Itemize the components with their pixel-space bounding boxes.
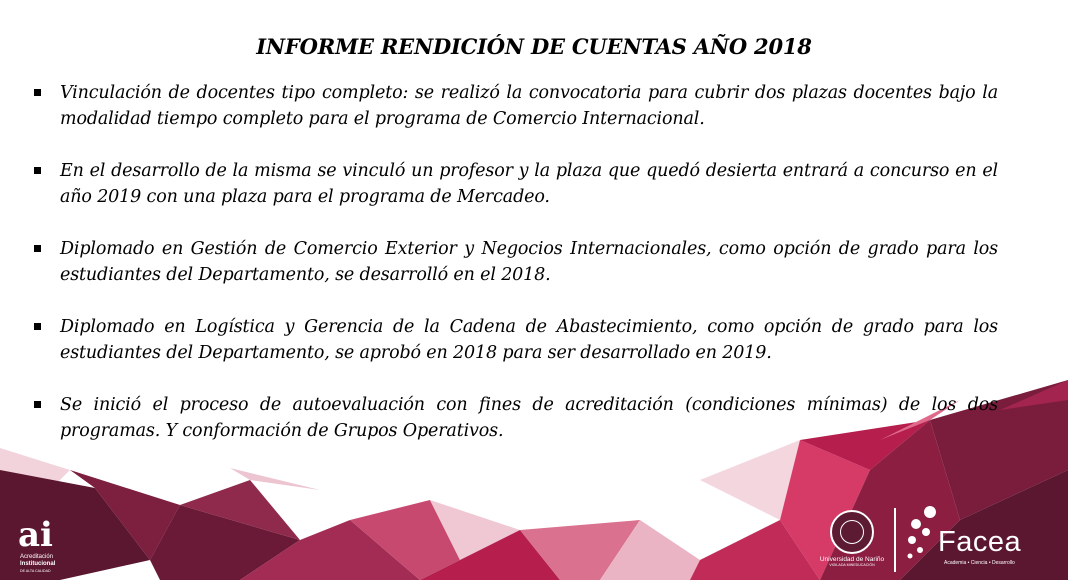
bullet-item <box>34 80 998 132</box>
bullet-item <box>34 236 998 288</box>
logo-divider <box>894 508 896 572</box>
square-bullet-icon <box>34 167 41 174</box>
square-bullet-icon <box>34 245 41 252</box>
bullet-item <box>34 314 998 366</box>
bullet-text: Se inició el proceso de autoevaluación con fines de acreditación (condiciones mínimas) de los dos programas. Y conformación de Grupos Operativos. <box>60 395 998 441</box>
bullet-text: Diplomado en Logística y Gerencia de la Cadena de Abastecimiento, como opción de grado para los estudiantes del Departamento, se aprobó en 2018 para ser desarrollado en 2019. <box>60 317 998 363</box>
bullet-text: Vinculación de docentes tipo completo: se realizó la convocatoria para cubrir dos plazas docentes bajo la modalidad tiempo completo para el programa de Comercio Internacional. <box>60 83 998 129</box>
facea-tagline: Academia • Ciencia • Desarrollo <box>944 560 1015 566</box>
facea-logo <box>904 504 1044 574</box>
university-seal-icon <box>830 510 874 554</box>
university-logo <box>812 510 892 576</box>
bullet-item <box>34 158 998 210</box>
accreditation-logo <box>18 515 74 578</box>
square-bullet-icon <box>34 89 41 96</box>
university-name: Universidad de Nariño <box>819 556 885 563</box>
facea-name: Facea <box>938 526 1022 558</box>
bullet-item <box>34 392 998 444</box>
ai-logo-glyph: ai <box>18 515 53 555</box>
accreditation-caption: Acreditación Institucional DE ALTA CALIDAD <box>20 554 56 573</box>
university-subtitle: VIGILADA MINEDUCACIÓN <box>829 563 875 567</box>
square-bullet-icon <box>34 323 41 330</box>
bullet-text: Diplomado en Gestión de Comercio Exterior y Negocios Internacionales, como opción de grado para los estudiantes del Departamento, se desarrolló en el 2018. <box>60 239 998 285</box>
square-bullet-icon <box>34 401 41 408</box>
slide-title: INFORME RENDICIÓN DE CUENTAS AÑO 2018 <box>256 34 812 59</box>
bullet-list <box>34 80 998 470</box>
bullet-text: En el desarrollo de la misma se vinculó un profesor y la plaza que quedó desierta entrará a concurso en el año 2019 con una plaza para el programa de Mercadeo. <box>60 161 998 207</box>
